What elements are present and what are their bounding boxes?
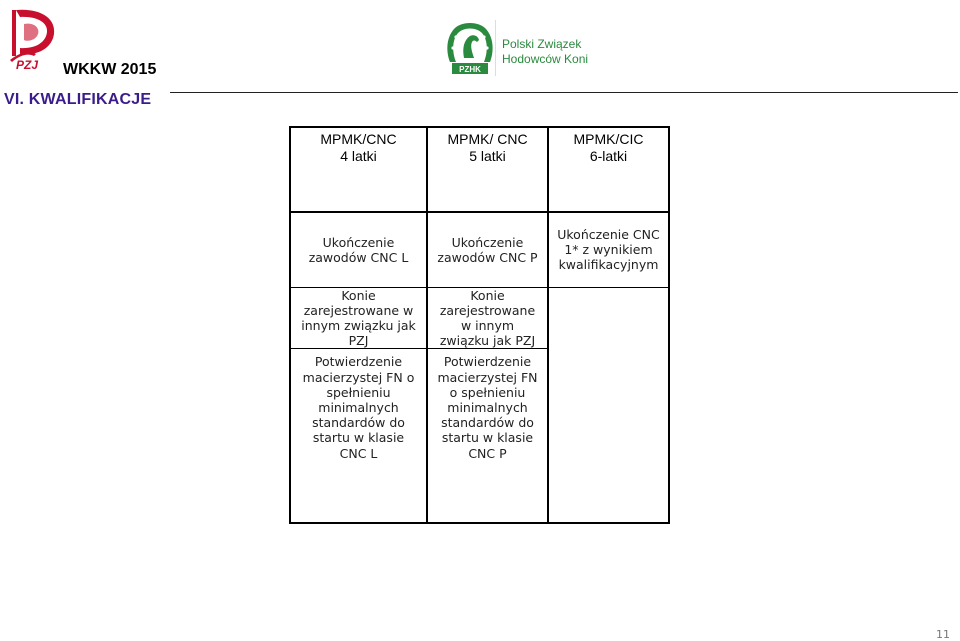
table-cell	[548, 212, 669, 287]
table-header-row	[290, 127, 669, 212]
table-cell	[290, 287, 427, 349]
header-cell	[548, 127, 669, 212]
cell-line: macierzystej FN o	[302, 369, 415, 385]
pzhk-org-name	[495, 20, 588, 76]
table-cell	[427, 212, 548, 287]
header-line: MPMK/CNC	[320, 131, 397, 147]
org-name-line2: Hodowców Koni	[502, 52, 589, 66]
cell-line: kwalifikacyjnym	[558, 257, 659, 273]
cell-line: startu w klasie	[441, 430, 534, 446]
cell-line: zarejestrowane w	[303, 302, 414, 318]
cell-line: Ukończenie	[451, 234, 524, 250]
pzhk-logo-text: PZHK	[459, 65, 481, 74]
cell-line: w innym	[460, 317, 515, 333]
org-name-line1: Polski Związek	[502, 37, 582, 51]
cell-line: zarejestrowane	[439, 302, 536, 318]
cell-line: Konie	[470, 287, 505, 303]
cell-line: o spełnieniu	[449, 384, 526, 400]
section-divider	[170, 92, 958, 93]
empty-cell	[548, 287, 669, 349]
cell-line: Potwierdzenie	[443, 354, 532, 370]
cell-line: CNC P	[468, 445, 507, 461]
header-line: MPMK/ CNC	[447, 131, 528, 147]
cell-line: macierzystej FN	[437, 369, 538, 385]
cell-line: innym związku jak	[301, 317, 416, 333]
header-line: 6-latki	[589, 148, 628, 164]
pzj-logo-text: PZJ	[16, 58, 39, 72]
table-cell	[290, 212, 427, 287]
header-cell	[290, 127, 427, 212]
cell-line: CNC L	[339, 445, 378, 461]
cell-line: standardów do	[441, 415, 534, 431]
cell-line: minimalnych	[318, 399, 399, 415]
cell-line: związku jak PZJ	[439, 333, 536, 349]
header-line: 4 latki	[340, 148, 377, 164]
cell-line: spełnieniu	[326, 384, 391, 400]
header-cell	[427, 127, 548, 212]
cell-line: startu w klasie	[312, 430, 405, 446]
cell-line: PZJ	[348, 333, 369, 349]
cell-line: zawodów CNC P	[437, 249, 538, 265]
table-row	[290, 287, 669, 349]
cell-line: Konie	[341, 287, 376, 303]
page-number: 11	[936, 628, 950, 641]
section-title: VI. KWALIFIKACJE	[4, 91, 152, 108]
cell-line: 1* z wynikiem	[564, 242, 653, 258]
table-row	[290, 212, 669, 287]
cell-line: zawodów CNC L	[308, 249, 409, 265]
header-line: 5 latki	[469, 148, 506, 164]
header-line: MPMK/CIC	[573, 131, 644, 147]
table-cell	[290, 349, 427, 523]
event-label: WKKW 2015	[63, 61, 157, 78]
qualifications-table	[289, 126, 670, 524]
pzhk-logo	[444, 18, 496, 76]
cell-line: minimalnych	[447, 399, 528, 415]
table-cell	[427, 349, 548, 523]
cell-line: standardów do	[312, 415, 405, 431]
table-cell	[427, 287, 548, 349]
cell-line: Ukończenie	[322, 234, 395, 250]
cell-line: Potwierdzenie	[314, 354, 403, 370]
cell-line: Ukończenie CNC	[557, 226, 660, 242]
table-row	[290, 349, 669, 523]
empty-cell	[548, 349, 669, 523]
